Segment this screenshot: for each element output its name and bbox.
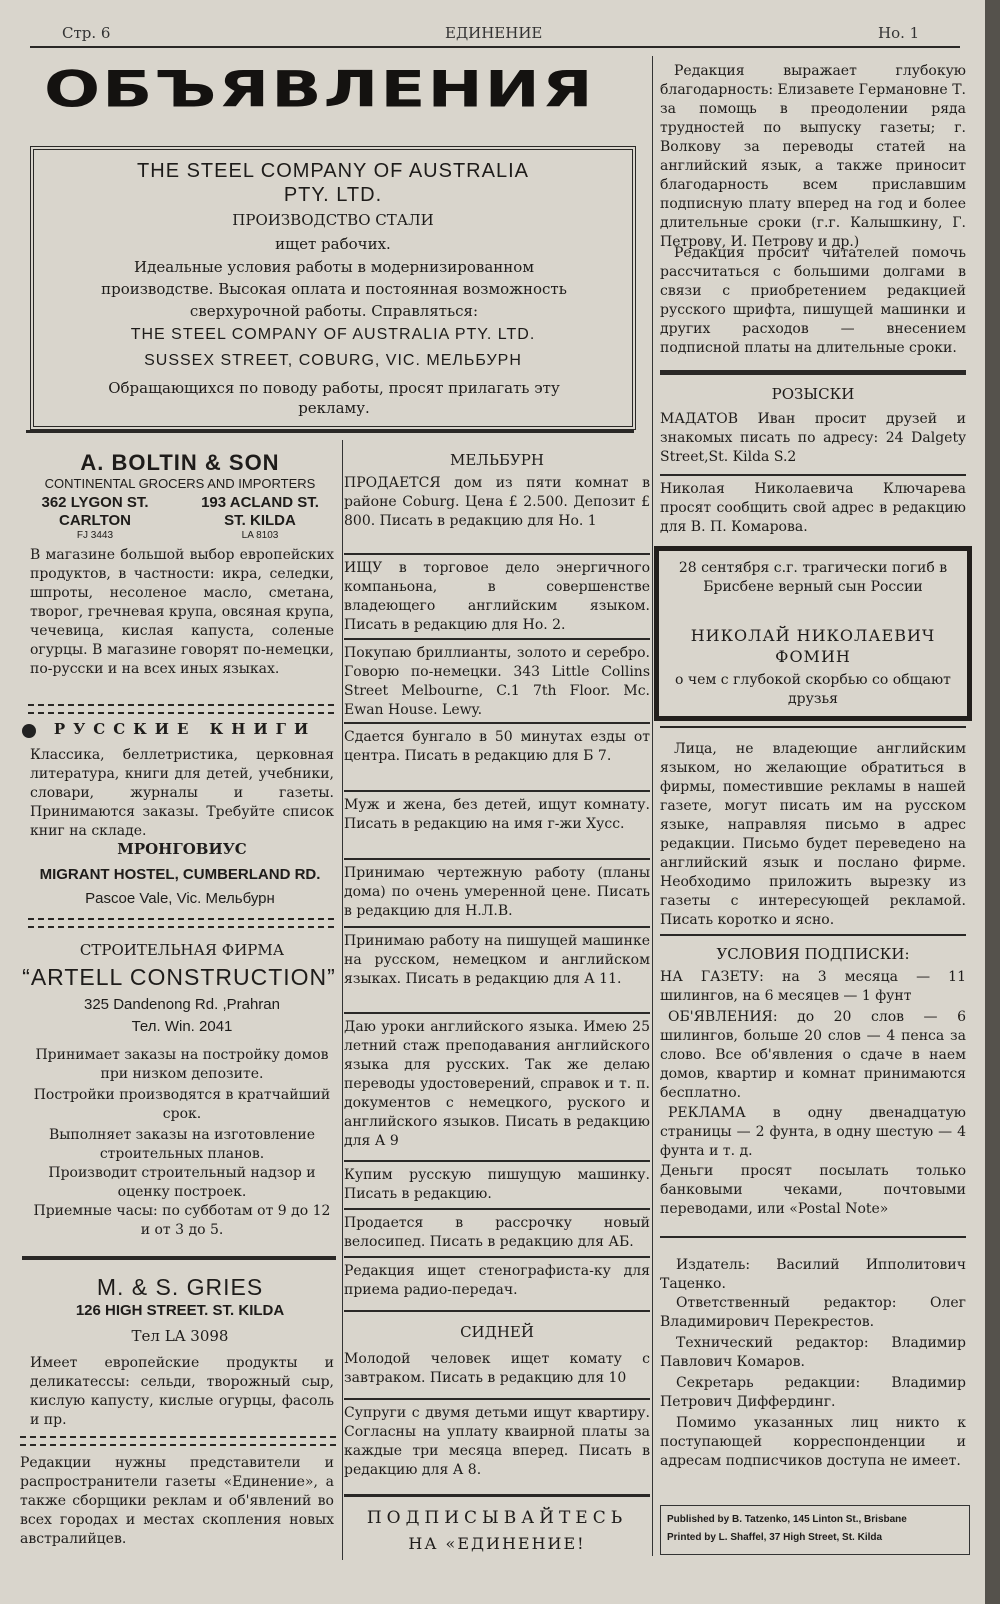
artell-p2: Постройки производятся в кратчайший срок. [33,1087,331,1122]
obituary-intro: 28 сентября с.г. трагически погиб в Брисбене верный сын России [678,560,948,595]
terms-p4: Деньги просят посылать только банковыми чеками, почтовыми переводами, или «Postal Note» [660,1163,966,1217]
melbourne-ad-4: Сдается бунгало в 50 минутах езды от центра. Писать в редакцию для Б 7. [344,729,650,764]
boltin-addr-right-1: 193 ACLAND ST. [201,494,319,511]
subscribe-line1: ПОДПИСЫВАЙТЕСЬ [366,1508,628,1528]
page-edge [985,0,1000,1604]
books-body: Классика, беллетристика, церковная литература, книги для детей, учебники, словари, журналы и газеты. Принимаются заказы. Требуйте список книг на складе. [30,747,334,839]
artell-p4: Производит строительный надзор и оценку построек. [48,1165,316,1200]
steel-seeks: ищет рабочих. [275,235,391,253]
melbourne-ad-3: Покупаю бриллианты, золото и серебро. Говорю по-немецки. 343 Little Collins Street Melbourne, C.1 7th Floor. Mc. Ewan House. Lewy. [344,645,650,718]
page-title: ОБЪЯВЛЕНИЯ [44,60,595,119]
paper-name: ЕДИНЕНИЕ [445,24,543,42]
section-divider [660,370,966,375]
books-addr1: MIGRANT HOSTEL, CUMBERLAND RD. [39,866,321,883]
column-divider [342,440,343,1560]
sydney-ad-2: Супруги с двумя детьми ищут квартиру. Согласны на уплату кваирной платы за каждые три месяца вперед. Писать в редакцию для А 8. [344,1405,650,1478]
ad-divider [344,638,650,640]
ad-divider [344,1012,650,1014]
artell-phone: Тел. Win. 2041 [131,1018,233,1035]
books-addr2: Pascoe Vale, Vic. Мельбурн [85,890,275,907]
representatives-note: Редакции нужны представители и распространители газеты «Единение», а также сборщики реклам и об'явлений во всех городах и местах скопления новых австралийцев. [20,1455,334,1547]
steel-sub: ПРОИЗВОДСТВО СТАЛИ [232,211,434,229]
staff-secretary: Секретарь редакции: Владимир Петрович Диффердинг. [660,1375,966,1410]
melbourne-ad-2: ИЩУ в торговое дело энергичного компаньона, в совершенстве владеющего английским языком. Писать в редакцию для Но. 2. [344,560,650,633]
gries-addr: 126 HIGH STREET. ST. KILDA [75,1302,285,1319]
boltin-phone-right: LA 8103 [241,530,279,541]
melbourne-ad-5: Муж и жена, без детей, ищут комнату. Писать в редакцию на имя г-жи Хусс. [344,797,650,832]
boltin-addr-left-1: 362 LYGON ST. [41,494,149,511]
steel-note: Обращающихся по поводу работы, просят прилагать эту рекламу. [108,379,560,417]
ad-divider [344,926,650,928]
artell-p5: Приемные часы: по субботам от 9 до 12 и от 3 до 5. [33,1203,331,1238]
terms-p1: НА ГАЗЕТУ: на 3 месяца — 11 шилингов, на 6 месяцев — 1 фунт [660,969,966,1004]
staff-note: Помимо указанных лиц никто к поступающей корреспонденции и адресам подписчиков доступа не имеет. [660,1415,966,1469]
section-divider [22,1256,336,1260]
sydney-ad-1: Молодой человек ищет комату с завтраком. Писать в редакцию для 10 [344,1351,650,1386]
ad-divider [344,790,650,792]
ad-divider [344,1208,650,1210]
boltin-body: В магазине большой выбор европейских продуктов, в частности: икра, селедки, шпроты, несоленое масло, сметана, творог, гречневая крупа, овсяная крупа, чечевица, кислая капуста, соленые огурцы. В магазине говорят по-немецки, по-русски и на всех иных языках. [30,547,334,677]
gries-phone: Тел LA 3098 [131,1327,229,1345]
section-divider [660,726,966,728]
artell-label: СТРОИТЕЛЬНАЯ ФИРМА [79,941,285,959]
ad-divider [344,553,650,555]
artell-name: “ARTELL CONSTRUCTION” [22,964,336,990]
search-heading: РОЗЫСКИ [771,385,855,403]
obituary-outro: о чем с глубокой скорбью со общают друзья [675,672,951,707]
section-divider [20,1436,336,1446]
gries-body: Имеет европейские продукты и деликатессы: сельди, творожный сыр, кислую капусту, кислые огурцы, фасоль и пр. [30,1355,334,1428]
boltin-addr-right-2: ST. KILDA [224,512,296,529]
imprint-published: Published by B. Tatzenko, 145 Linton St., Brisbane [667,1514,907,1525]
melbourne-ad-8: Даю уроки английского языка. Имею 25 летний стаж преподавания английского языка для русских. Так же делаю переводы удостоверений, справок и т. п. документов с немецкого, руского и английского языков. Писать в редакцию для А 9 [344,1019,650,1149]
melbourne-ad-10: Продается в рассрочку новый велосипед. Писать в редакцию для АБ. [344,1215,650,1250]
boltin-addr-left-2: CARLTON [59,512,131,529]
ad-divider [344,858,650,860]
steel-addr1: THE STEEL COMPANY OF AUSTRALIA PTY. LTD. [130,326,536,343]
ad-divider [344,1310,650,1312]
staff-editor: Ответственный редактор: Олег Владимирович Перекрестов. [660,1295,966,1330]
melbourne-ad-6: Принимаю чертежную работу (планы дома) по очень умеренной цене. Писать в редакцию для Н.Л.В. [344,865,650,919]
ad-divider [344,1160,650,1162]
obituary-box [654,546,972,721]
section-divider [660,934,966,936]
issue-number: Но. 1 [878,24,920,42]
melbourne-ad-9: Купим русскую пишущую машинку. Писать в редакцию. [344,1167,650,1202]
books-seller: МРОНГОВИУС [117,840,247,858]
section-divider [660,1236,966,1238]
section-divider [660,474,966,476]
steel-body: Идеальные условия работы в модернизированном производстве. Высокая оплата и постоянная возможность сверхурочной работы. Справляться: [101,258,567,320]
thanks-p2: Редакция просит читателей помочь рассчитаться с большими долгами в связи с приобретением редакцией русского шрифта, пишущей машинки и других расходов — внесением подписной платы на длительные сроки. [660,245,966,356]
english-note: Лица, не владеющие английским языком, но желающие обратиться в фирмы, поместившие рекламы в нашей газете, могут писать им на русском языке, направляя письмо в адрес редакции. Письмо будет переведено на английский язык и послано фирме. Необходимо приложить вырезку из газеты с интересующей рекламой. Писать коротко и ясно. [660,741,966,928]
search-p2: Николая Николаевича Ключарева просят сообщить свой адрес в редакцию для В. П. Комарова. [660,481,966,535]
obituary-name: НИКОЛАЙ НИКОЛАЕВИЧ ФОМИН [690,626,936,666]
steel-addr2: SUSSEX STREET, COBURG, VIC. МЕЛЬБУРН [144,352,522,369]
ad-divider [344,1398,650,1400]
header-rule [30,46,960,48]
boltin-sub: CONTINENTAL GROCERS AND IMPORTERS [44,476,316,491]
artell-p1: Принимает заказы на постройку домов при низком депозите. [35,1047,329,1082]
staff-tech-editor: Технический редактор: Владимир Павлович Комаров. [660,1335,966,1370]
melbourne-ad-1: ПРОДАЕТСЯ дом из пяти комнат в районе Coburg. Цена £ 2.500. Депозит £ 800. Писать в редакцию для Но. 1 [344,475,650,529]
steel-name: THE STEEL COMPANY OF AUSTRALIA [137,160,529,182]
section-divider [28,704,334,714]
melbourne-ad-7: Принимаю работу на пишущей машинке на русском, немецком и английском языках. Писать в редакцию для А 11. [344,933,650,987]
steel-ptyltd: PTY. LTD. [283,184,383,206]
melbourne-ad-11: Редакция ищет стенографиста-ку для приема радио-передач. [344,1263,650,1298]
thanks-p1: Редакция выражает глубокую благодарность: Елизавете Германовне Т. за помощь в преодолении ряда трудностей по выпуску газеты; г. Волкову за переводы статей на английский язык, а также приносит благодарность всем приславшим подписную плату вперед на год и более длительные сроки (г.г. Калышкину, Г. Петрову, И. Петрову и др.) [660,63,966,250]
books-title: РУССКИЕ КНИГИ [53,720,317,738]
boltin-phone-left: FJ 3443 [76,530,114,541]
melbourne-heading: МЕЛЬБУРН [450,451,544,469]
ad-divider [344,1494,650,1497]
gries-name: M. & S. GRIES [96,1274,264,1300]
boltin-name: A. BOLTIN & SON [80,450,280,475]
imprint-box [660,1505,970,1555]
ad-divider [344,722,650,724]
steel-bottom-rule [26,430,634,433]
page-number: Стр. 6 [62,24,111,42]
steel-company-ad [30,146,636,430]
terms-heading: УСЛОВИЯ ПОДПИСКИ: [716,945,910,963]
terms-p3: РЕКЛАМА в одну двенадцатую страницы — 2 фунта, в одну шестую — 4 фунта и т. д. [660,1105,966,1159]
sydney-heading: СИДНЕЙ [460,1323,534,1341]
search-p1: МАДАТОВ Иван просит друзей и знакомых писать по адресу: 24 Dalgety Street,St. Kilda S.2 [660,411,966,465]
staff-publisher: Издатель: Василий Ипполитович Таценко. [660,1257,966,1292]
imprint-printed: Printed by L. Shaffel, 37 High Street, St. Kilda [667,1532,883,1543]
column-divider [652,56,653,1556]
terms-p2: ОБ'ЯВЛЕНИЯ: до 20 слов — 6 шилингов, больше 20 слов — 4 пенса за слово. Все об'явления о сдаче в наем домов, квартир и комнат принимаются бесплатно. [660,1009,966,1101]
artell-addr: 325 Dandenong Rd. ,Prahran [84,996,280,1013]
section-divider [28,918,334,928]
subscribe-line2: НА «ЕДИНЕНИЕ! [408,1534,586,1553]
bullet-icon [22,724,36,738]
artell-p3: Выполняет заказы на изготовление строительных планов. [48,1127,316,1162]
ad-divider [344,1256,650,1258]
